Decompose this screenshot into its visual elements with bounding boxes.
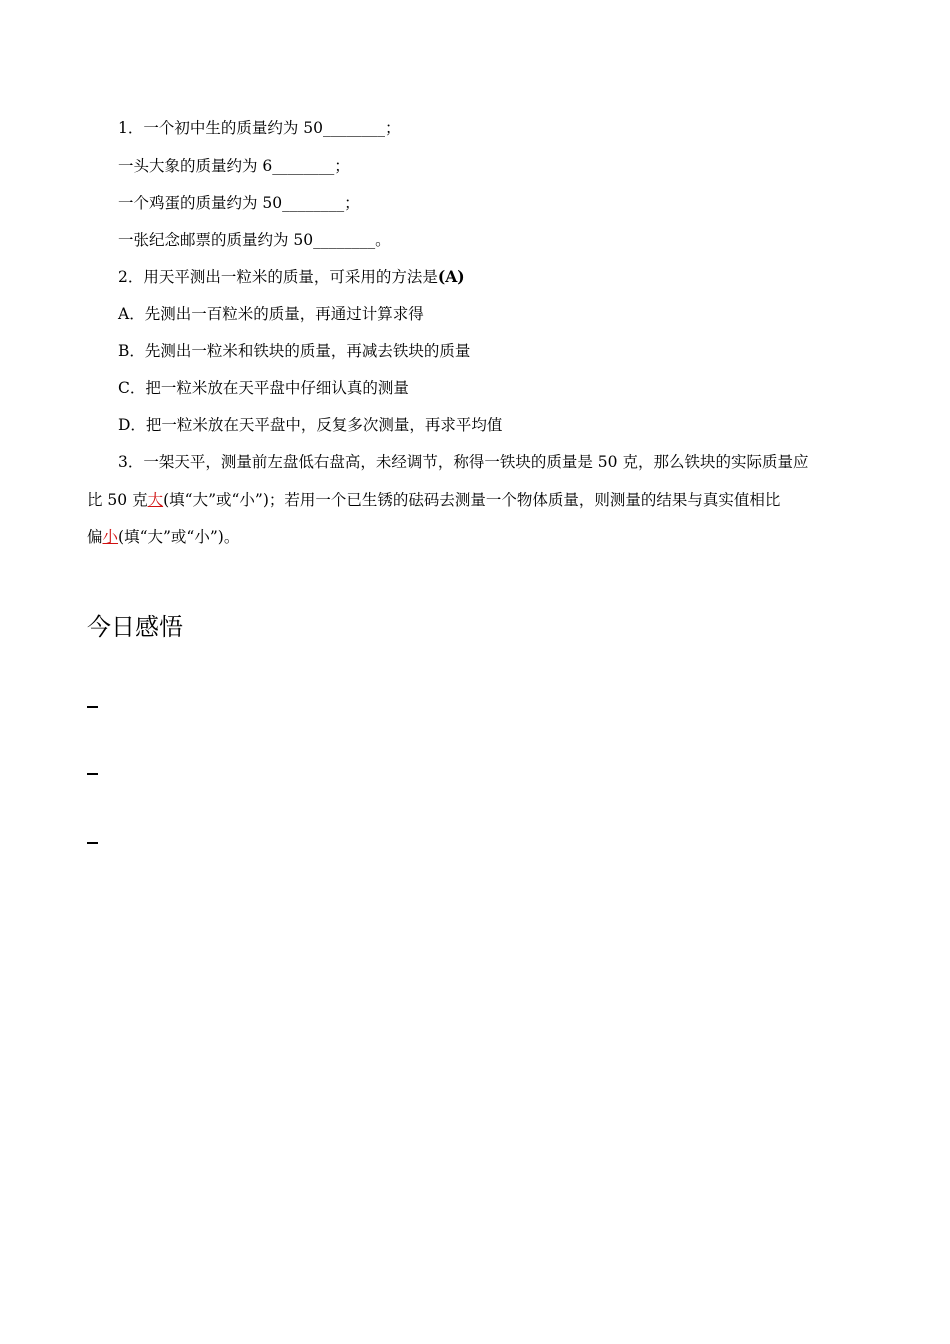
- q3-line-2-prefix: 比 50 克: [87, 491, 148, 509]
- q2-option-d: D．把一粒米放在天平盘中，反复多次测量，再求平均值: [118, 416, 503, 434]
- q3-line-3: [87, 527, 239, 547]
- q2-stem-text: 2．用天平测出一粒米的质量，可采用的方法是: [118, 268, 438, 286]
- q3-line-3-prefix: 偏: [87, 528, 103, 546]
- q1-line-2: 一头大象的质量约为 6________；: [118, 157, 350, 175]
- reflection-title: 今日感悟: [87, 613, 183, 641]
- q1-line-1: 1．一个初中生的质量约为 50________；: [118, 119, 401, 137]
- q2-option-b: B．先测出一粒米和铁块的质量，再减去铁块的质量: [118, 342, 471, 360]
- reflection-blank-1: [87, 706, 98, 708]
- q3-answer-2: 小: [102, 528, 119, 546]
- q2-option-a: A．先测出一百粒米的质量，再通过计算求得: [118, 305, 424, 323]
- q1-line-4: 一张纪念邮票的质量约为 50________。: [118, 231, 391, 249]
- q3-line-2: [87, 490, 780, 510]
- q3-line-2-suffix: (填“大”或“小”)；若用一个已生锈的砝码去测量一个物体质量，则测量的结果与真实值相比: [163, 491, 781, 509]
- q2-stem: [118, 267, 465, 287]
- q3-line-1: 3．一架天平，测量前左盘低右盘高，未经调节，称得一铁块的质量是 50 克，那么铁块的实际质量应: [118, 453, 809, 471]
- q2-stem-answer: (A): [437, 267, 465, 286]
- reflection-blank-2: [87, 773, 98, 775]
- reflection-blank-3: [87, 842, 98, 844]
- q1-line-3: 一个鸡蛋的质量约为 50________；: [118, 194, 360, 212]
- q3-answer-1: 大: [147, 491, 164, 509]
- q3-line-3-suffix: (填“大”或“小”)。: [118, 528, 240, 546]
- q2-option-c: C．把一粒米放在天平盘中仔细认真的测量: [118, 379, 409, 397]
